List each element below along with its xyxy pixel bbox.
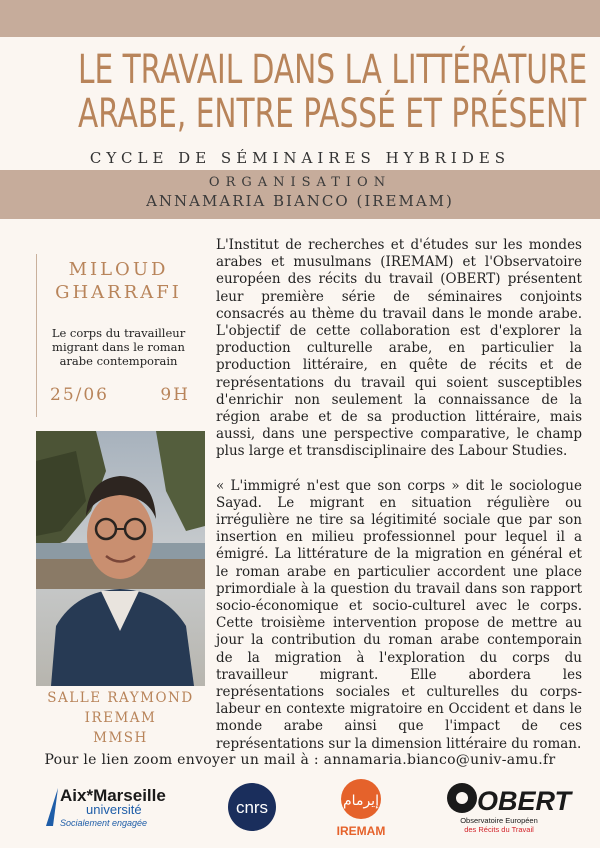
cnrs-logo-mark bbox=[226, 781, 278, 833]
speaker-name bbox=[37, 258, 200, 304]
obert-logo bbox=[444, 780, 572, 836]
description-paragraph-2: « L'immigré n'est que son corps » dit le sociologue Sayad. Le migrant en situation régulière ou irrégulière ne tire sa légitimité sociale que par son insertion en milieu professionnel pour lequel il a émigré. La littérature de la migration en général et le roman arabe en particulier accordent une place primordiale à la question du travail dans son rapport socio-économique et socio-culturel avec le corps. Cette troisième intervention propose de mettre au jour la contribution du roman arabe contemporain de la migration à l'exploration du corps du travailleur migrant. Elle abordera les représentations sociales et culturelles du corps-labeur en contexte migratoire en Occident et dans le monde arabe ainsi que l'impact de ces représentations sur la dimension littéraire du roman. bbox=[216, 477, 582, 752]
speaker-first-name: MILOUD bbox=[68, 259, 169, 280]
amu-name: Aix*Marseille bbox=[60, 786, 166, 805]
organisation-name: ANNAMARIA BIANCO (IREMAM) bbox=[146, 192, 454, 210]
title-line-2: ARABE, ENTRE PASSÉ ET PRÉSENT bbox=[78, 91, 587, 137]
amu-universite: université bbox=[86, 802, 142, 817]
speaker-photo bbox=[36, 431, 205, 686]
description bbox=[216, 237, 582, 753]
description-paragraph-1: L'Institut de recherches et d'études sur les mondes arabes et musulmans (IREMAM) et l'Observatoire européen des récits du travail (OBERT) présentent leur première série de séminaires conjoints consacrés au thème du travail dans le monde arabe. L'objectif de cette collaboration est d'explorer la production culturelle arabe, en particulier la production littéraire, en quête de récits et de représentations du travail qui soient susceptibles d'enrichir non seulement la connaissance de la région arabe et de sa production littéraire, mais aussi, dans une perspective comparative, le champ plus large et transdisciplinaire des Labour Studies. bbox=[216, 237, 582, 460]
organisation-label: ORGANISATION bbox=[208, 175, 392, 190]
amu-tagline: Socialement engagée bbox=[60, 818, 148, 828]
location bbox=[36, 688, 205, 748]
event-time: 9H bbox=[160, 385, 190, 405]
top-band bbox=[0, 0, 600, 37]
partner-logos bbox=[0, 778, 600, 840]
iremam-arabic: إيرمام bbox=[343, 793, 379, 809]
title-line-1: LE TRAVAIL DANS LA LITTÉRATURE bbox=[78, 47, 588, 93]
obert-text: OBERT bbox=[477, 786, 572, 816]
speaker-portrait-image bbox=[36, 431, 205, 686]
organisation-band bbox=[0, 170, 600, 219]
location-institute: IREMAM bbox=[84, 710, 157, 726]
obert-subtitle-1: Observatoire Européen bbox=[460, 816, 538, 825]
amu-logo-mark bbox=[44, 782, 194, 830]
talk-title: Le corps du travailleur migrant dans le roman arabe contemporain bbox=[51, 326, 186, 368]
speaker-last-name: GHARRAFI bbox=[55, 282, 182, 303]
obert-logo-mark bbox=[444, 780, 572, 836]
cnrs-logo bbox=[226, 781, 278, 833]
location-room: SALLE RAYMOND bbox=[47, 690, 194, 706]
iremam-logo bbox=[331, 778, 391, 838]
zoom-contact-text: Pour le lien zoom envoyer un mail à : annamaria.bianco@univ-amu.fr bbox=[44, 752, 556, 768]
cnrs-text: cnrs bbox=[235, 798, 269, 817]
iremam-logo-mark bbox=[331, 778, 391, 838]
date-time bbox=[50, 385, 190, 405]
location-building: MMSH bbox=[93, 730, 148, 746]
event-date: 25/06 bbox=[50, 385, 109, 405]
amu-logo bbox=[44, 782, 194, 830]
page-title bbox=[78, 47, 588, 137]
obert-subtitle-2: des Récits du Travail bbox=[464, 825, 534, 834]
subtitle: CYCLE DE SÉMINAIRES HYBRIDES bbox=[89, 149, 511, 167]
iremam-text: IREMAM bbox=[336, 824, 386, 838]
